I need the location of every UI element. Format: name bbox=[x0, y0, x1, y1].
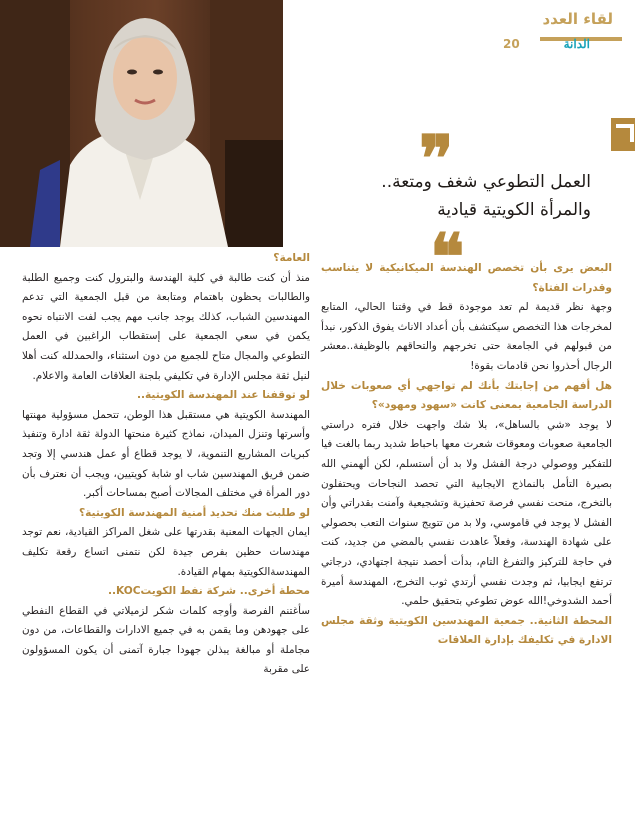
question-4: لو توقفنا عند المهندسة الكويتية.. bbox=[136, 389, 310, 402]
question-3: المحطة الثانية.. جمعية المهندسين الكويتية وثقة مجلس الادارة في تكليفك بإدارة العلاقات bbox=[321, 614, 612, 647]
question-3-continued: العامة؟ bbox=[273, 252, 310, 264]
section-title: لقاء العدد bbox=[542, 10, 613, 28]
magazine-logo: الدانة bbox=[563, 37, 590, 51]
quote-close-icon: ❝ bbox=[430, 220, 465, 295]
page-number: 20 bbox=[503, 37, 520, 51]
left-column bbox=[22, 249, 310, 680]
answer-1: وجهة نظر قديمة لم تعد موجودة قط في وقتنا الحالي، المتابع لمخرجات هذا التخصص سيكتشف بأن أعداد الاناث يفوق الذكور، نبدأ من قبولهم في الجامعة حتى تخرجهم والتحاقهم بالوظيفة..معشر الرجال أحذروا نحن قادمات بقوة! bbox=[321, 301, 612, 372]
quote-open-icon: ❞ bbox=[419, 122, 454, 197]
pull-quote bbox=[291, 168, 591, 224]
side-tab-marker bbox=[611, 118, 635, 151]
question-6: محطة أخرى.. شركة نفط الكويتKOC.. bbox=[107, 585, 310, 598]
question-1: البعض يرى بأن تخصص الهندسة الميكانيكية لا يتناسب وقدرات الفتاة؟ bbox=[321, 262, 612, 294]
interviewee-photo bbox=[0, 0, 283, 247]
question-2: هل أفهم من إجابتك بأنك لم تواجهي أي صعوبات خلال الدراسة الجامعية بمعنى كانت «سهود ومهود»؟ bbox=[321, 379, 612, 412]
answer-6: سأغتنم الفرصة وأوجه كلمات شكر لزميلاتي في القطاع النفطي على جهودهن وما يقمن به في جميع الادارات والقطاعات، من دون مجاملة أو مبالغة يبذلن جهودا جبارة آتمنى أن يكون المسؤولون على مقربة bbox=[22, 604, 310, 676]
pull-quote-line-2: والمرأة الكويتية قيادية bbox=[437, 200, 591, 220]
question-5: لو طلبت منك تحديد أمنية المهندسة الكويتية؟ bbox=[78, 506, 310, 519]
answer-2: لا يوجد «شي بالساهل»، بلا شك واجهت خلال فتره دراستي الجامعية صعوبات ومعوقات شعرت معها باحباط شديد ربما بالغت فيا للتفكير ووصولي درجة الفشل ولا بد أن أستسلم، لكن ألهمني الله بصيرة التأمل بالنماذج الايجابية التي تحصد النجاحات ويحتفلون بالتخرج، منحت نفسي فرصة تحفيزية وتشجيعية وآمنت بقدراتي وأن الفشل لا يوجد في قاموسي، ولا بد من تتويج سنوات التعب بحصولي على شهادة الهندسة، وفعلاً عاهدت نفسي بالمضي من جديد، كنت في حاجة للتركيز والتفرغ التام، بدأت أحصد نتيجة اجتهادي، درجاتي ترتفع ايجابيا، ثم وجدت نفسي أرتدي ثوب التخرج، المهندسة أميرة أحمد الشدوخي!الله عوض تطوعي بتحقيق حلمي. bbox=[321, 418, 612, 608]
answer-5: ايمان الجهات المعنية بقدرتها على شغل المراكز القيادية، نعم توجد مهندسات حظين بفرص جيدة لكن نتمنى اتساع رقعة تكليف المهندسةالكويتية بمهام القيادة. bbox=[22, 526, 310, 578]
right-column bbox=[321, 259, 612, 651]
portrait-illustration bbox=[0, 0, 283, 247]
answer-3: منذ أن كنت طالبة في كلية الهندسة والبترول كنت وجميع الطلبة والطالبات يحظون باهتمام ومتابعة من قبل الجمعية التي تدعم المهندسين الشباب، كذلك يوجد جانب مهم يجب لفت الانتباه نحوه يكمن في سعي الجمعية على إستقطاب الراغبين في العمل التطوعي والمجال متاح للجميع من دون استثناء، والحمدلله كنت أهلا لنيل ثقة مجلس الإدارة في تكليفي بلجنة العلاقات العامة والاعلام. bbox=[22, 271, 310, 382]
pull-quote-line-1: العمل التطوعي شغف ومتعة.. bbox=[381, 172, 591, 192]
answer-4: المهندسة الكويتية هي مستقبل هذا الوطن، تتحمل مسؤولية مهنتها وأسرتها وتنزل الميدان، نماذج كثيرة منحتها الدولة ثقة ادارة وتنفيذ كبريات المشاريع التنموية، لا يوجد قطاع أو عمل هندسي إلا وتجد ضمن فريق المهندسين شاب او شابة كويتيين، ويجب أن نعترف بأن دور المرأة في مختلف المجالات أصبح بمساحات أكبر. bbox=[22, 408, 310, 500]
